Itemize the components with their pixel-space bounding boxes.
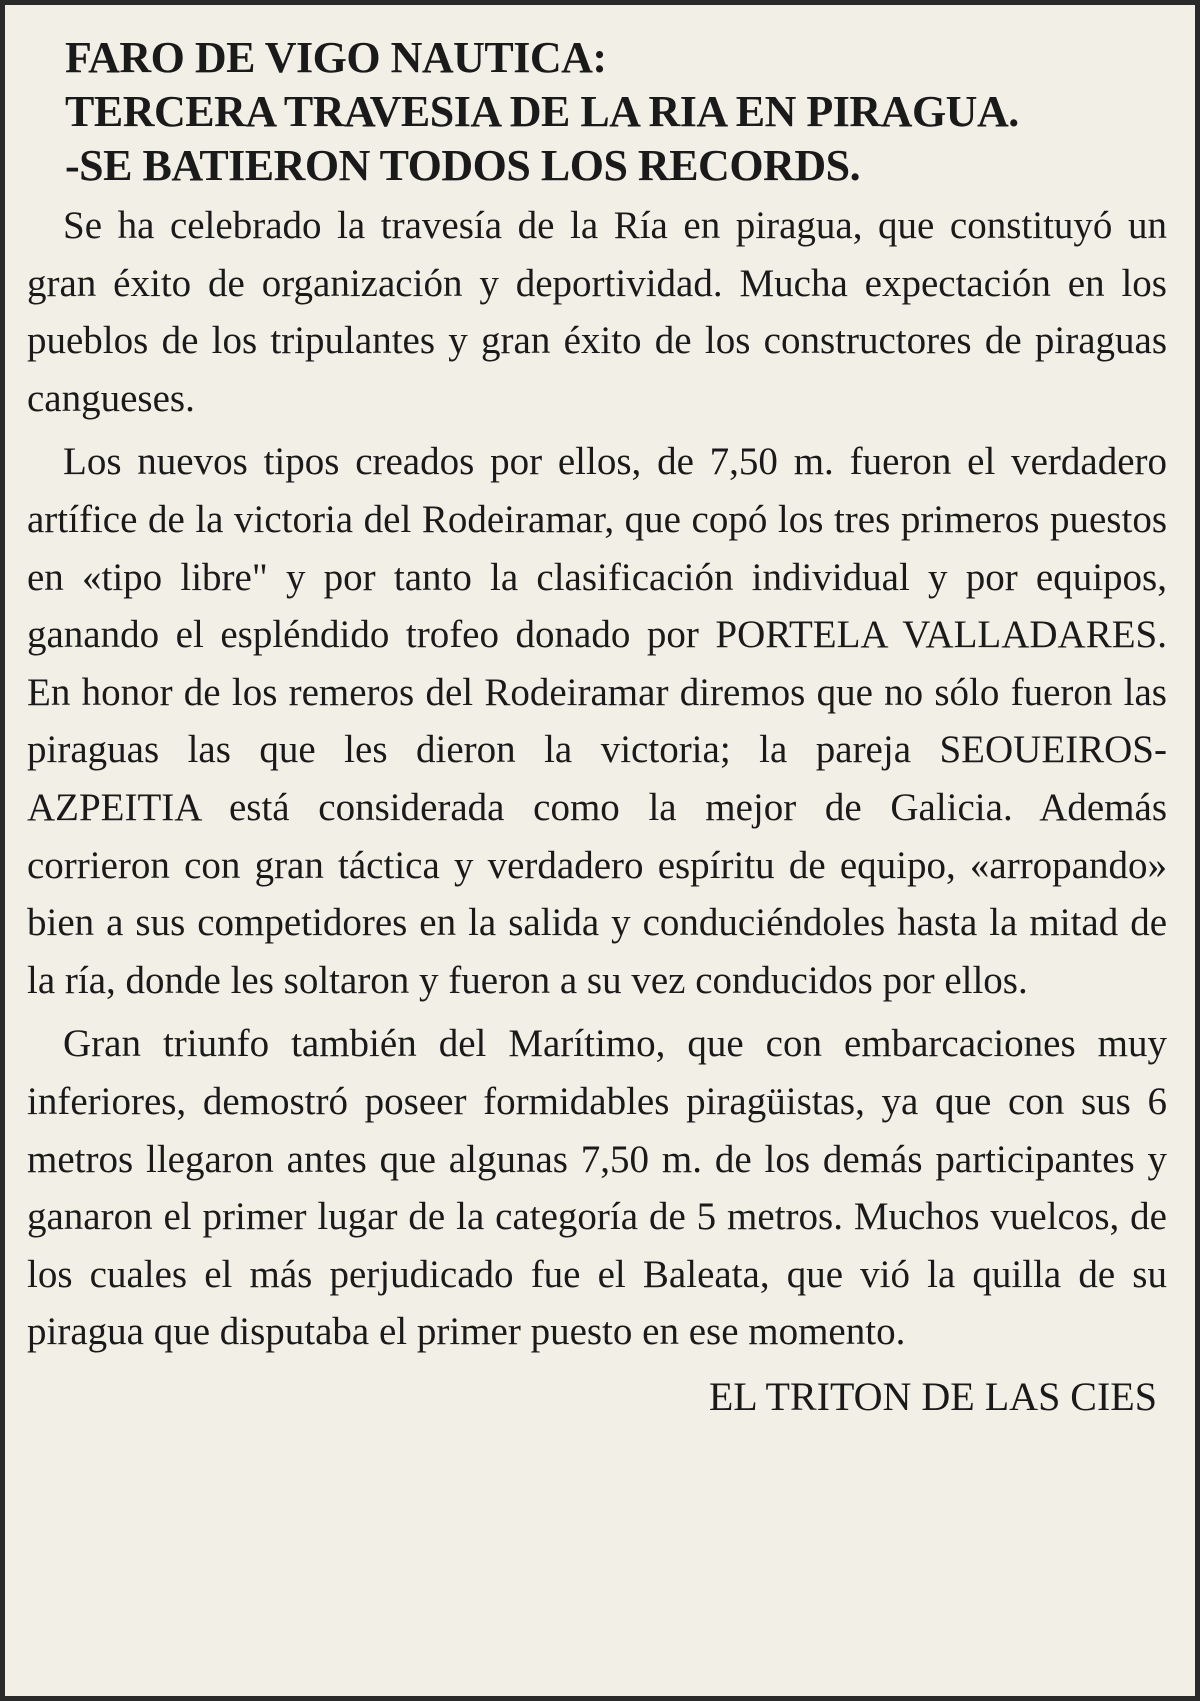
paragraph-2: Los nuevos tipos creados por ellos, de 7,50 m. fueron el verdadero artífice de la victoria del Rodeiramar, que copó los tres primeros puestos en «tipo libre" y por tanto la clasificación individual y por equipos, ganando el espléndido trofeo donado por PORTELA VALLADARES. En honor de los remeros del Rodeiramar diremos que no sólo fueron las piraguas las que les dieron la victoria; la pareja SEOUEIROS-AZPEITIA está considerada como la mejor de Galicia. Además corrieron con gran táctica y verdadero espíritu de equipo, «arropando» bien a sus competidores en la salida y conduciéndoles hasta la mitad de la ría, donde les soltaron y fueron a su vez conducidos por ellos. [27,440,1167,1002]
headline [27,31,1167,193]
paragraph-3: Gran triunfo también del Marítimo, que con embarcaciones muy inferiores, demostró poseer formidables piragüistas, ya que con sus 6 metros llegaron antes que algunas 7,50 m. de los demás participantes y ganaron el primer lugar de la categoría de 5 metros. Muchos vuelcos, de los cuales el más perjudicado fue el Baleata, que vió la quilla de su piragua que disputaba el primer puesto en ese momento. [27,1022,1167,1354]
headline-line-2: TERCERA TRAVESIA DE LA RIA EN PIRAGUA. [65,87,1019,136]
headline-line-1: FARO DE VIGO NAUTICA: [65,33,607,82]
headline-line-3: -SE BATIERON TODOS LOS RECORDS. [65,141,861,190]
article-body [27,197,1167,1361]
author-signature: EL TRITON DE LAS CIES [708,1373,1157,1419]
paragraph-1: Se ha celebrado la travesía de la Ría en piragua, que constituyó un gran éxito de organización y deportividad. Mucha expectación en los pueblos de los tripulantes y gran éxito de los constructores de piraguas cangueses. [27,204,1167,420]
